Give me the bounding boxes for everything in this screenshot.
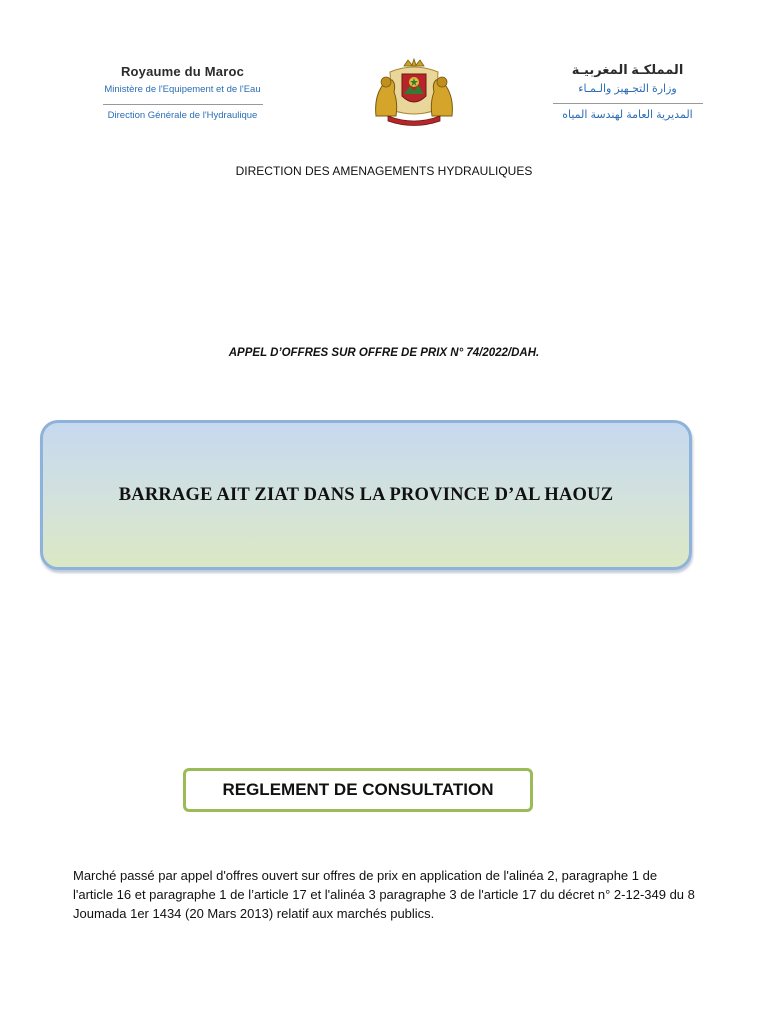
direction-heading: DIRECTION DES AMENAGEMENTS HYDRAULIQUES <box>235 164 533 178</box>
section-label-box <box>183 768 533 812</box>
header-left-divider <box>103 104 263 105</box>
coat-of-arms-icon <box>368 58 460 126</box>
header-right-block <box>520 62 735 121</box>
project-title: BARRAGE AIT ZIAT DANS LA PROVINCE D’AL HAOUZ <box>118 484 614 505</box>
tender-reference: APPEL D’OFFRES SUR OFFRE DE PRIX N° 74/2022/DAH. <box>228 347 540 359</box>
project-title-box <box>40 420 692 570</box>
section-label: REGLEMENT DE CONSULTATION <box>222 780 494 799</box>
directorate-name-fr: Direction Générale de l'Hydraulique <box>107 110 258 121</box>
directorate-name-ar: المديرية العامة لهندسة المياه <box>562 109 693 121</box>
header-right-divider <box>553 103 703 104</box>
ministry-name-fr: Ministère de l'Equipement et de l'Eau <box>104 84 261 95</box>
kingdom-name-ar: المملكـة المغربيـة <box>571 62 684 77</box>
legal-paragraph: Marché passé par appel d'offres ouvert sur offres de prix en application de l'alinéa 2, paragraphe 1 de l'article 16 et paragraphe 1 de l’article 17 et l'alinéa 3 paragraphe 3 de l'article 17 du décret n° 2-12-349 du 8 Joumada 1er 1434 (20 Mars 2013) relatif aux marchés publics. <box>73 868 695 921</box>
header-left-block <box>60 64 305 121</box>
ministry-name-ar: وزارة التجـهيز والـمـاء <box>578 83 677 95</box>
kingdom-name-fr: Royaume du Maroc <box>120 64 245 79</box>
